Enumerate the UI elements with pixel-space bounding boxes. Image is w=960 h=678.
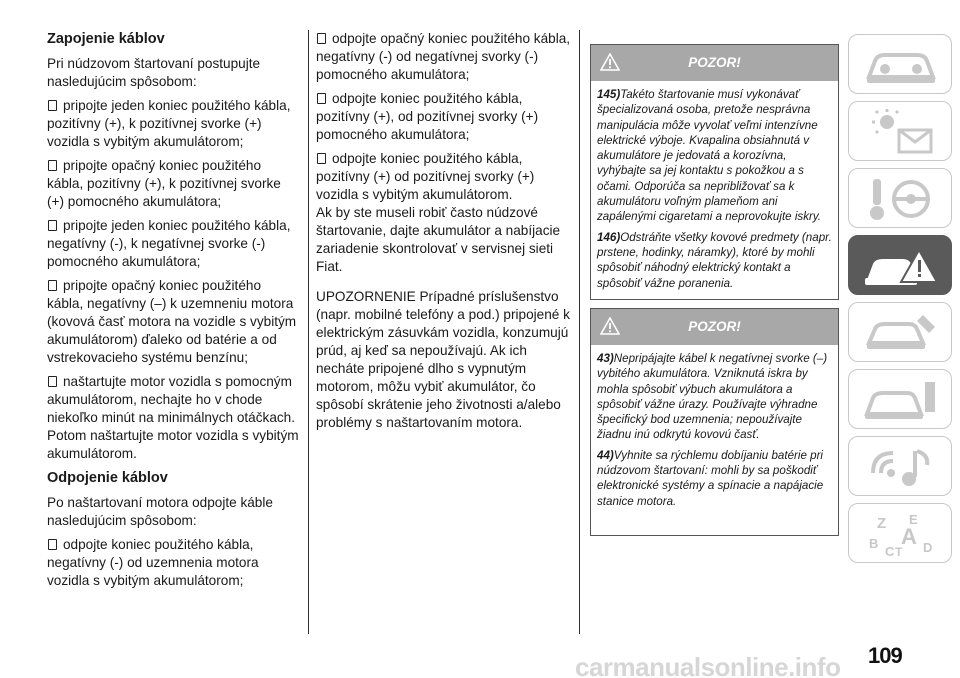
svg-text:Z: Z	[877, 515, 887, 532]
checkbox-bullet-icon	[48, 280, 57, 291]
checkbox-bullet-icon	[48, 160, 57, 171]
section-heading-connect: Zapojenie káblov	[47, 31, 165, 47]
tab-index[interactable]	[848, 503, 952, 563]
warning-title: POZOR!	[688, 319, 741, 334]
maintenance-car-icon	[863, 309, 939, 357]
text-column-left	[47, 30, 299, 596]
tab-technical-data[interactable]	[848, 369, 952, 429]
warning-header	[591, 45, 838, 81]
checkbox-bullet-icon	[317, 93, 326, 104]
warning-title: POZOR!	[688, 55, 741, 70]
list-item: odpojte opačný koniec použitého kábla, negatívny (-) od negatívnej svorky (-) pomocného akumulátora;	[316, 31, 571, 82]
paragraph-accessory-note: UPOZORNENIE Prípadné príslušenstvo (napr. mobilné telefóny a pod.) pripojené k elektrickým zásuvkám vozidla, konzumujú prúd, aj keď sa nepoužívajú. Ak ich necháte pripojené dlho s vypnutým motorom, môžu vybiť akumulátor, čo spôsobí skrátenie jeho životnosti a/alebo problémy s naštartovaním motora.	[316, 289, 570, 430]
svg-text:D: D	[923, 540, 933, 555]
tab-lights[interactable]	[848, 101, 952, 161]
checkbox-bullet-icon	[317, 153, 326, 164]
tab-safety-start[interactable]	[848, 168, 952, 228]
tab-multimedia[interactable]	[848, 436, 952, 496]
svg-text:T: T	[895, 545, 903, 558]
tab-maintenance[interactable]	[848, 302, 952, 362]
list-item: pripojte jeden koniec použitého kábla, negatívny (-), k negatívnej svorke (-) pomocného akumulátora;	[47, 218, 291, 269]
warning-entry: 145)Takéto štartovanie musí vykonávať špecializovaná osoba, pretože nesprávna manipulácia môže vyvolať veľmi intenzívne elektrické výboje. Kvapalina obsiahnutá v akumulátore je jedovatá a korozívna, vyhýbajte sa jej kontaktu s pokožkou a s očami. Odporúča sa nepribližovať sa k akumulátoru voľným plameňom ani zapálenými cigaretami a neprovokujte iskry.	[597, 88, 822, 224]
warning-entry: 44)Vyhnite sa rýchlemu dobíjaniu batérie pri núdzovom štartovaní: mohli by sa poškodiť elektronické systémy a spínacie a napájacie stanice motora.	[597, 448, 824, 508]
svg-text:A: A	[901, 524, 917, 549]
checkbox-bullet-icon	[48, 100, 57, 111]
column-divider	[579, 30, 580, 634]
list-item: pripojte opačný koniec použitého kábla, pozitívny (+), k pozitívnej svorke (+) pomocného akumulátora;	[47, 158, 281, 209]
warning-box	[590, 308, 839, 536]
list-item: odpojte koniec použitého kábla, negatívny (-) od uzemnenia motora vozidla s vybitým akumulátorom;	[47, 537, 259, 588]
paragraph-intro: Pri núdzovom štartovaní postupujte nasledujúcim spôsobom:	[47, 56, 261, 89]
warning-box	[590, 44, 839, 300]
checkbox-bullet-icon	[48, 376, 57, 387]
paragraph-service-note: Ak by ste museli robiť často núdzové štartovanie, dajte akumulátor a nabíjacie zariadenie skontrolovať v servisnej sieti Fiat.	[316, 205, 561, 274]
warning-body	[591, 345, 838, 509]
multimedia-icon	[863, 443, 939, 491]
list-item: odpojte koniec použitého kábla, pozitívny (+) od pozitívnej svorky (+) vozidla s vybitým akumulátorom.	[316, 151, 535, 202]
warning-entry: 43)Nepripájajte kábel k negatívnej svorke (–) vybitého akumulátora. Vzniknutá iskra by mohla spôsobiť výbuch akumulátora a spôsobiť vážne úrazy. Používajte výhradne špecifický bod uzemnenia; nepoužívajte žiadnu inú odkrytú kovovú časť.	[597, 352, 828, 442]
key-steering-wheel-icon	[863, 175, 939, 223]
checkbox-bullet-icon	[317, 33, 326, 44]
text-column-middle	[316, 30, 573, 438]
checkbox-bullet-icon	[48, 539, 57, 550]
tab-emergency[interactable]	[848, 235, 952, 295]
svg-text:E: E	[909, 512, 918, 527]
list-item: odpojte koniec použitého kábla, pozitívny (+), od pozitívnej svorky (+) pomocného akumulátora;	[316, 91, 539, 142]
svg-text:B: B	[869, 536, 879, 551]
page-number: 109	[868, 643, 902, 668]
warning-body	[591, 81, 838, 291]
warning-entry: 146)Odstráňte všetky kovové predmety (napr. prstene, hodinky, náramky), ktoré by mohli spôsobiť náhodný elektrický kontakt a spôsobiť vážne poranenia.	[597, 230, 832, 290]
list-item: pripojte opačný koniec použitého kábla, negatívny (–) k uzemneniu motora (kovová časť motora na vozidle s vybitým akumulátorom) ďaleko od batérie a od vstrekovacieho systému benzínu;	[47, 278, 297, 365]
checkbox-bullet-icon	[48, 220, 57, 231]
list-item: pripojte jeden koniec použitého kábla, pozitívny (+), k pozitívnej svorke (+) vozidla s vybitým akumulátorom;	[47, 98, 291, 149]
index-letters-icon	[863, 510, 939, 558]
column-divider	[308, 30, 309, 634]
paragraph-intro: Po naštartovaní motora odpojte káble nasledujúcim spôsobom:	[47, 495, 273, 528]
tab-dashboard[interactable]	[848, 34, 952, 94]
list-item: naštartujte motor vozidla s pomocným akumulátorom, nechajte ho v chode niekoľko minút na minimálnych otáčkach. Potom naštartujte motor vozidla s vybitým akumulátorom.	[47, 374, 299, 461]
emergency-car-icon	[863, 242, 939, 290]
svg-text:C: C	[885, 544, 895, 558]
car-dashboard-icon	[863, 41, 939, 89]
technical-data-icon	[863, 376, 939, 424]
watermark: carmanualsonline.info	[575, 652, 841, 678]
chapter-tabs	[848, 34, 952, 570]
lights-mail-icon	[863, 108, 939, 156]
warning-header	[591, 309, 838, 345]
section-heading-disconnect: Odpojenie káblov	[47, 470, 168, 486]
